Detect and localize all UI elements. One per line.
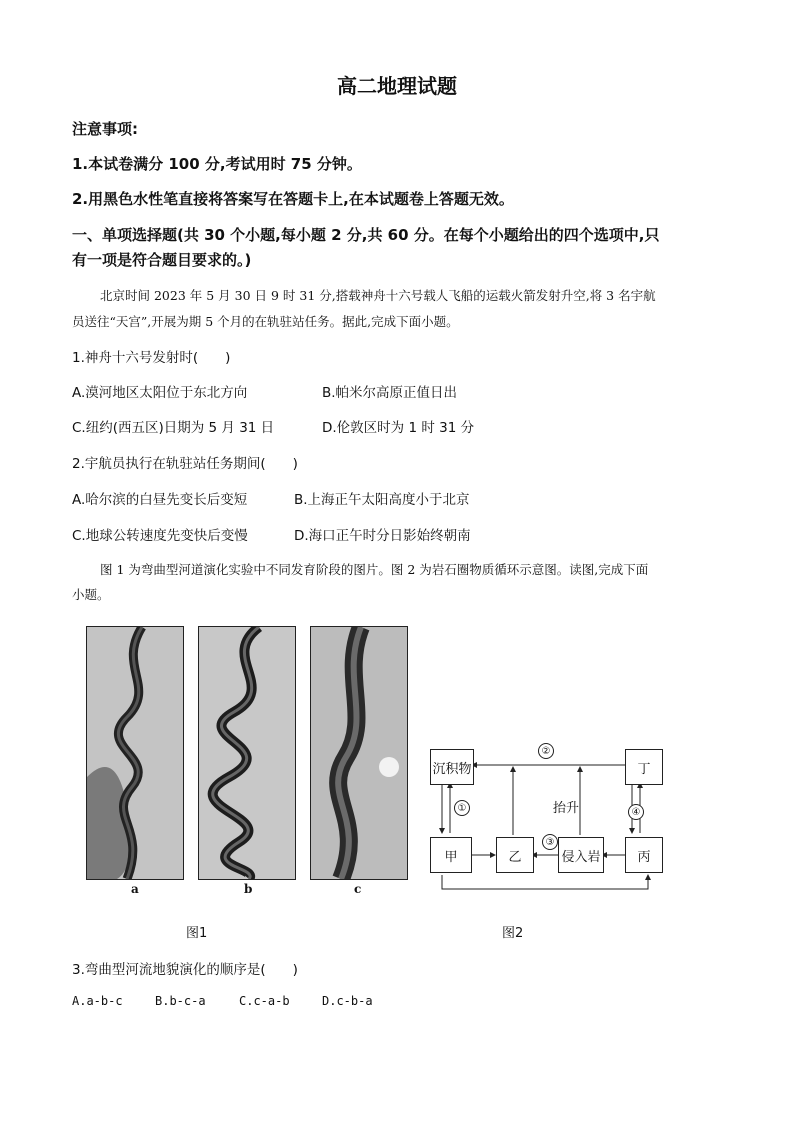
marker-4: ④ xyxy=(628,804,644,820)
q1-option-c: C.纽约(西五区)日期为 5 月 31 日 xyxy=(72,420,275,436)
q3-option-b: B.b-c-a xyxy=(155,994,206,1008)
q2-option-b: B.上海正午太阳高度小于北京 xyxy=(294,492,470,508)
q2-option-a: A.哈尔滨的白昼先变长后变短 xyxy=(72,492,248,508)
page-title: 高二地理试题 xyxy=(337,74,457,98)
q3-option-a: A.a-b-c xyxy=(72,994,123,1008)
box-ding: 丁 xyxy=(625,749,663,785)
river-photo-c xyxy=(310,626,408,880)
box-sediment: 沉积物 xyxy=(430,749,474,785)
box-bing: 丙 xyxy=(625,837,663,873)
figure-2-caption: 图2 xyxy=(502,926,524,941)
marker-3: ③ xyxy=(542,834,558,850)
q3-option-d: D.c-b-a xyxy=(322,994,373,1008)
uplift-label: 抬升 xyxy=(553,801,580,816)
notice-item-1: 1.本试卷满分 100 分,考试用时 75 分钟。 xyxy=(72,155,362,173)
box-intrusive-rock: 侵入岩 xyxy=(558,837,604,873)
section-heading: 一、单项选择题(共 30 个小题,每小题 2 分,共 60 分。在每个小题给出的四个选项中,只 xyxy=(72,226,660,244)
passage-1-line-1: 北京时间 2023 年 5 月 30 日 9 时 31 分,搭载神舟十六号载人飞船的运载火箭发射升空,将 3 名宇航 xyxy=(100,288,656,303)
photo-label-a: a xyxy=(131,882,139,896)
notice-item-2: 2.用黑色水性笔直接将答案写在答题卡上,在本试题卷上答题无效。 xyxy=(72,190,514,208)
question-3-stem: 3.弯曲型河流地貌演化的顺序是( ) xyxy=(72,962,298,978)
marker-2: ② xyxy=(538,743,554,759)
photo-label-b: b xyxy=(244,882,253,896)
passage-1-line-2: 员送往“天宫”,开展为期 5 个月的在轨驻站任务。据此,完成下面小题。 xyxy=(72,314,459,329)
q1-option-a: A.漠河地区太阳位于东北方向 xyxy=(72,385,248,401)
passage-2-line-1: 图 1 为弯曲型河道演化实验中不同发育阶段的图片。图 2 为岩石圈物质循环示意图。读图,完成下面 xyxy=(100,562,649,577)
q2-option-d: D.海口正午时分日影始终朝南 xyxy=(294,528,471,544)
box-jia: 甲 xyxy=(430,837,472,873)
question-1-stem: 1.神舟十六号发射时( ) xyxy=(72,350,231,366)
figure-1-caption: 图1 xyxy=(186,926,208,941)
q2-option-c: C.地球公转速度先变快后变慢 xyxy=(72,528,248,544)
q1-option-b: B.帕米尔高原正值日出 xyxy=(322,385,458,401)
photo-label-c: c xyxy=(354,882,362,896)
passage-2-line-2: 小题。 xyxy=(72,587,110,602)
notice-heading: 注意事项: xyxy=(72,120,138,138)
q3-option-c: C.c-a-b xyxy=(239,994,290,1008)
river-photo-b xyxy=(198,626,296,880)
section-heading-cont: 有一项是符合题目要求的。) xyxy=(72,251,252,269)
marker-1: ① xyxy=(454,800,470,816)
question-2-stem: 2.宇航员执行在轨驻站任务期间( ) xyxy=(72,456,298,472)
q1-option-d: D.伦敦区时为 1 时 31 分 xyxy=(322,420,475,436)
river-photo-a xyxy=(86,626,184,880)
box-yi: 乙 xyxy=(496,837,534,873)
